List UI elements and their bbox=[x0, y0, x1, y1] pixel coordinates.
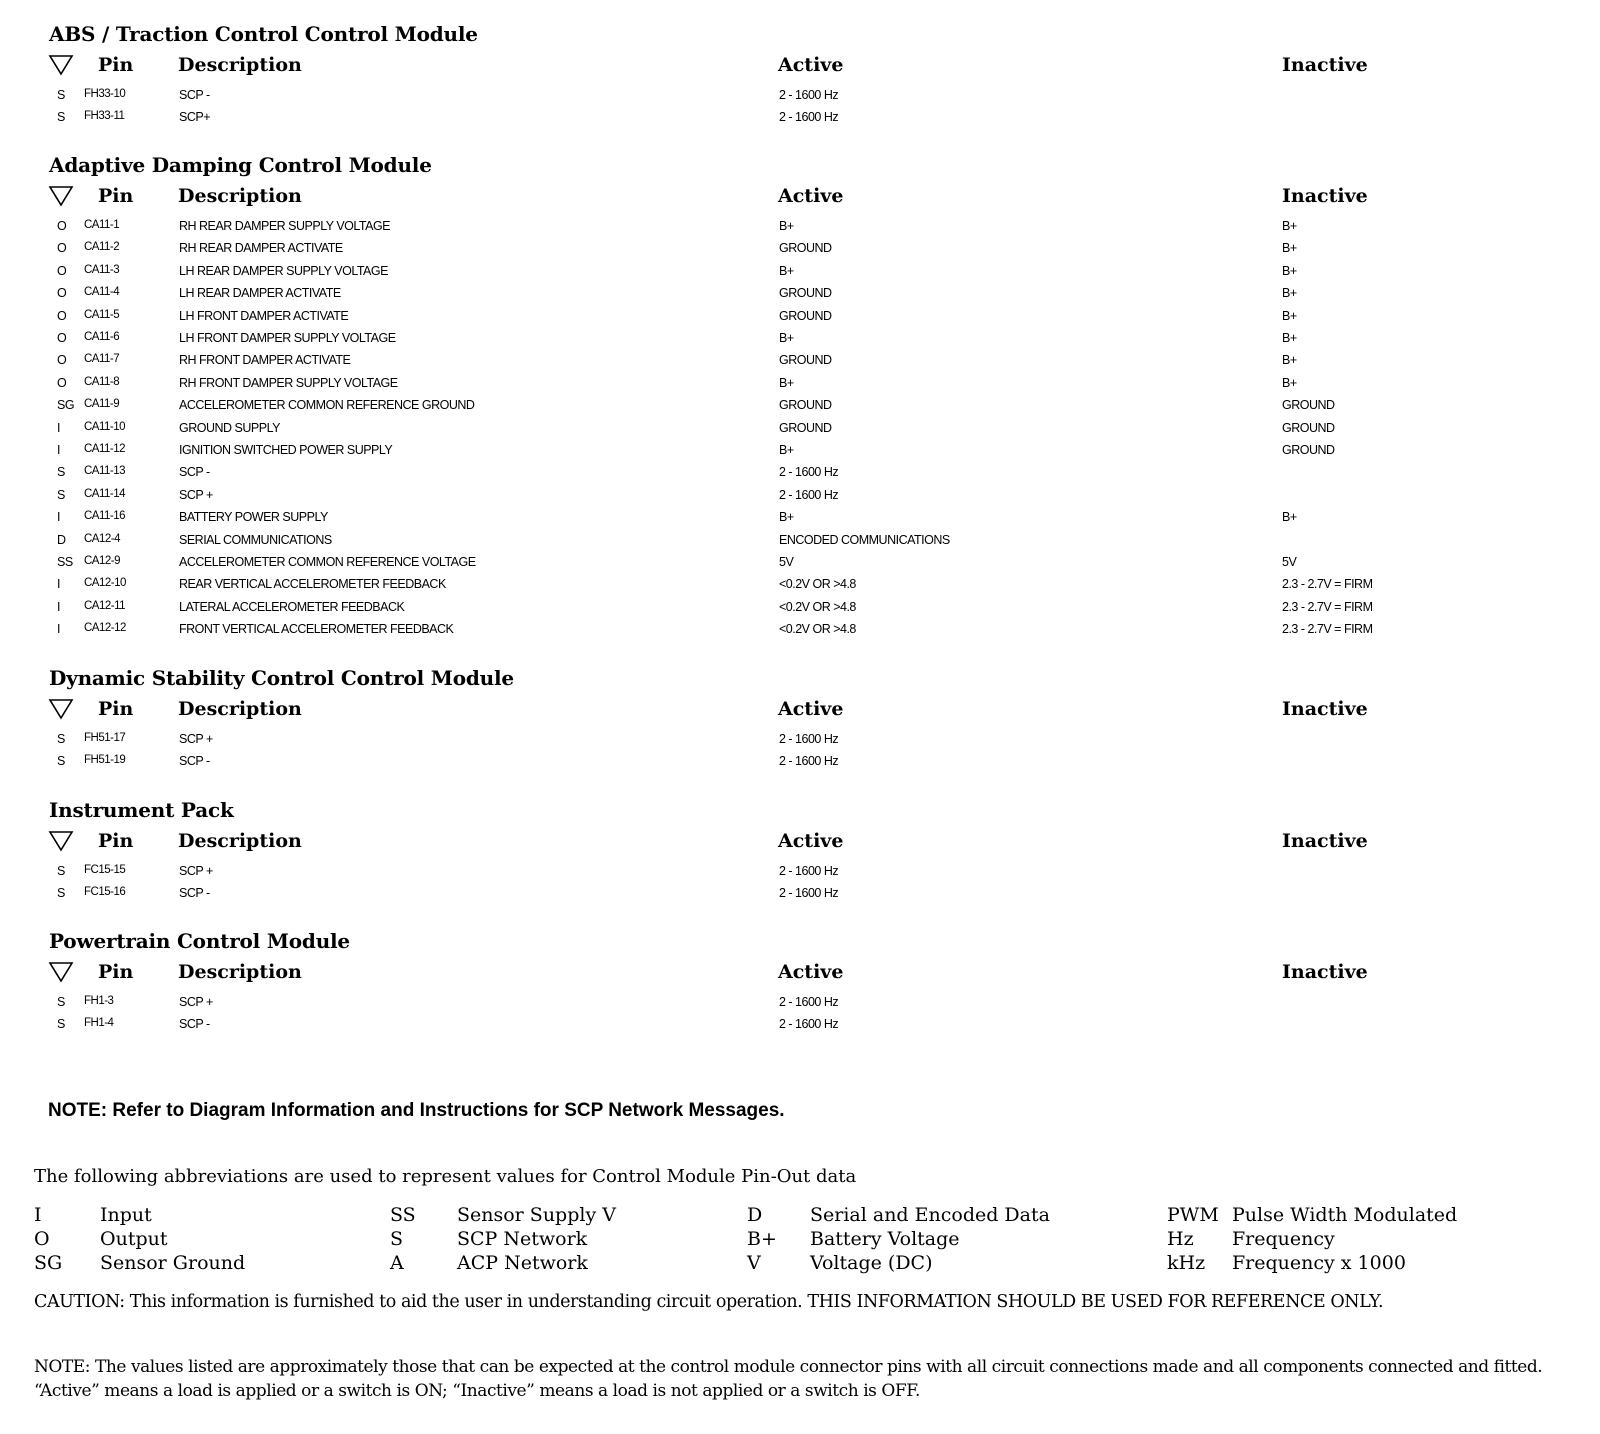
triangle-down-icon bbox=[48, 54, 74, 81]
pin-id: CA11-12 bbox=[84, 443, 126, 455]
active-value: B+ bbox=[779, 263, 794, 278]
inactive-value: 2.3 - 2.7V = FIRM bbox=[1282, 622, 1373, 637]
abbreviation-code: A bbox=[390, 1252, 404, 1274]
pin-type: S bbox=[57, 864, 65, 878]
abbreviation-meaning: Input bbox=[100, 1204, 152, 1226]
abbreviation-meaning: Serial and Encoded Data bbox=[810, 1204, 1050, 1226]
pin-row bbox=[0, 555, 1600, 577]
pin-row bbox=[0, 533, 1600, 555]
inactive-value: B+ bbox=[1282, 331, 1297, 345]
column-header-row bbox=[0, 54, 1600, 84]
inactive-value: GROUND bbox=[1282, 398, 1335, 413]
abbreviation-code: kHz bbox=[1167, 1252, 1206, 1274]
pin-type: I bbox=[57, 510, 60, 525]
pin-id: FH51-17 bbox=[84, 732, 126, 744]
pin-type: I bbox=[57, 443, 60, 457]
column-header-row bbox=[0, 830, 1600, 860]
caution-text: CAUTION: This information is furnished to aid the user in understanding circuit operation. THIS INFORMATION SHOULD BE USED FOR REFERENCE ONLY. bbox=[34, 1292, 1384, 1312]
active-value: B+ bbox=[779, 219, 794, 233]
pin-description: LH REAR DAMPER SUPPLY VOLTAGE bbox=[179, 263, 388, 278]
active-value: 2 - 1600 Hz bbox=[779, 886, 839, 901]
active-column-header: Active bbox=[778, 54, 844, 76]
abbreviation-code: I bbox=[34, 1204, 42, 1226]
inactive-value: B+ bbox=[1282, 308, 1297, 323]
abbreviation-code: D bbox=[747, 1204, 763, 1226]
pin-id: FC15-15 bbox=[84, 864, 126, 876]
pin-row bbox=[0, 110, 1600, 132]
abbreviation-meaning: Sensor Ground bbox=[100, 1252, 246, 1274]
pin-row bbox=[0, 732, 1600, 754]
pin-description: LH FRONT DAMPER SUPPLY VOLTAGE bbox=[179, 331, 396, 345]
inactive-value: 2.3 - 2.7V = FIRM bbox=[1282, 599, 1373, 614]
pin-description: SCP - bbox=[179, 1017, 210, 1032]
description-column-header: Description bbox=[178, 54, 302, 76]
active-value: 2 - 1600 Hz bbox=[779, 864, 839, 878]
pin-type: O bbox=[57, 219, 67, 233]
pin-id: CA12-11 bbox=[84, 599, 126, 612]
active-value: GROUND bbox=[779, 241, 832, 256]
triangle-down-icon bbox=[48, 961, 74, 988]
pin-column-header: Pin bbox=[98, 185, 134, 207]
active-value: B+ bbox=[779, 331, 794, 345]
pin-id: FH1-4 bbox=[84, 1017, 114, 1030]
abbreviation-meaning: Pulse Width Modulated bbox=[1232, 1204, 1458, 1226]
pin-id: CA11-7 bbox=[84, 353, 120, 366]
pin-id: CA11-3 bbox=[84, 263, 120, 276]
pin-description: SCP - bbox=[179, 465, 210, 480]
pin-type: O bbox=[57, 353, 67, 368]
active-value: GROUND bbox=[779, 308, 832, 323]
active-value: 2 - 1600 Hz bbox=[779, 732, 839, 746]
pin-description: SCP + bbox=[179, 732, 213, 746]
inactive-column-header: Inactive bbox=[1282, 185, 1368, 207]
active-value: GROUND bbox=[779, 398, 832, 413]
pin-row bbox=[0, 622, 1600, 644]
pin-type: S bbox=[57, 732, 65, 746]
pin-description: LATERAL ACCELEROMETER FEEDBACK bbox=[179, 599, 405, 614]
column-header-row bbox=[0, 698, 1600, 728]
pin-id: FH51-19 bbox=[84, 754, 126, 767]
pin-column-header: Pin bbox=[98, 54, 134, 76]
active-value: 2 - 1600 Hz bbox=[779, 110, 839, 125]
pin-description: FRONT VERTICAL ACCELEROMETER FEEDBACK bbox=[179, 622, 454, 637]
active-value: <0.2V OR >4.8 bbox=[779, 599, 856, 614]
pin-row bbox=[0, 88, 1600, 110]
pin-row bbox=[0, 995, 1600, 1017]
pin-column-header: Pin bbox=[98, 830, 134, 852]
pin-column-header: Pin bbox=[98, 698, 134, 720]
pin-description: SCP + bbox=[179, 864, 213, 878]
pin-description: SERIAL COMMUNICATIONS bbox=[179, 532, 332, 547]
active-value: ENCODED COMMUNICATIONS bbox=[779, 532, 950, 547]
inactive-value: B+ bbox=[1282, 353, 1297, 368]
active-value: 2 - 1600 Hz bbox=[779, 1017, 839, 1032]
pin-type: O bbox=[57, 375, 67, 390]
pin-type: O bbox=[57, 263, 67, 278]
pin-column-header: Pin bbox=[98, 961, 134, 983]
active-value: GROUND bbox=[779, 353, 832, 368]
pin-id: FH1-3 bbox=[84, 995, 114, 1007]
pin-description: GROUND SUPPLY bbox=[179, 420, 280, 435]
pin-type: I bbox=[57, 599, 60, 614]
pin-id: CA12-4 bbox=[84, 532, 120, 545]
pin-description: SCP - bbox=[179, 754, 210, 769]
pin-row bbox=[0, 577, 1600, 599]
pin-row bbox=[0, 510, 1600, 532]
pin-description: SCP+ bbox=[179, 110, 211, 125]
pin-id: CA11-4 bbox=[84, 286, 120, 299]
triangle-down-icon bbox=[48, 185, 74, 212]
active-value: <0.2V OR >4.8 bbox=[779, 622, 856, 637]
pin-id: CA11-16 bbox=[84, 510, 126, 523]
inactive-value: B+ bbox=[1282, 510, 1297, 525]
inactive-value: B+ bbox=[1282, 286, 1297, 301]
scp-network-note: NOTE: Refer to Diagram Information and Instructions for SCP Network Messages. bbox=[48, 1100, 785, 1121]
pin-type: I bbox=[57, 577, 60, 592]
module-title: Instrument Pack bbox=[49, 798, 234, 822]
pin-type: O bbox=[57, 241, 67, 256]
module-title: Dynamic Stability Control Control Module bbox=[49, 666, 514, 690]
inactive-value: 5V bbox=[1282, 555, 1297, 569]
pin-id: CA11-13 bbox=[84, 465, 126, 478]
pin-description: RH FRONT DAMPER SUPPLY VOLTAGE bbox=[179, 375, 398, 390]
pin-row bbox=[0, 309, 1600, 331]
pin-id: CA11-1 bbox=[84, 219, 120, 231]
pin-description: REAR VERTICAL ACCELEROMETER FEEDBACK bbox=[179, 577, 446, 592]
abbreviation-code: B+ bbox=[747, 1228, 777, 1250]
pin-row bbox=[0, 398, 1600, 420]
inactive-value: GROUND bbox=[1282, 443, 1335, 457]
inactive-column-header: Inactive bbox=[1282, 830, 1368, 852]
pin-type: O bbox=[57, 286, 67, 301]
description-column-header: Description bbox=[178, 698, 302, 720]
abbreviation-code: O bbox=[34, 1228, 50, 1250]
abbreviation-code: S bbox=[390, 1228, 404, 1250]
abbreviation-code: V bbox=[747, 1252, 761, 1274]
abbreviation-meaning: SCP Network bbox=[457, 1228, 588, 1250]
abbreviation-code: PWM bbox=[1167, 1204, 1219, 1226]
pin-description: ACCELEROMETER COMMON REFERENCE GROUND bbox=[179, 398, 475, 413]
active-value: B+ bbox=[779, 443, 794, 457]
pin-description: LH FRONT DAMPER ACTIVATE bbox=[179, 308, 349, 323]
inactive-value: B+ bbox=[1282, 219, 1297, 233]
active-value: GROUND bbox=[779, 286, 832, 301]
pin-row bbox=[0, 886, 1600, 908]
abbreviation-meaning: ACP Network bbox=[457, 1252, 588, 1274]
description-column-header: Description bbox=[178, 830, 302, 852]
pin-type: S bbox=[57, 88, 65, 102]
pin-row bbox=[0, 376, 1600, 398]
active-value: 2 - 1600 Hz bbox=[779, 995, 839, 1009]
description-column-header: Description bbox=[178, 185, 302, 207]
pin-description: IGNITION SWITCHED POWER SUPPLY bbox=[179, 443, 393, 457]
column-header-row bbox=[0, 961, 1600, 991]
pin-type: S bbox=[57, 886, 65, 901]
pin-row bbox=[0, 864, 1600, 886]
inactive-value: B+ bbox=[1282, 263, 1297, 278]
pin-description: SCP + bbox=[179, 487, 213, 502]
pin-id: FH33-11 bbox=[84, 110, 125, 123]
abbreviation-meaning: Frequency x 1000 bbox=[1232, 1252, 1406, 1274]
triangle-down-icon bbox=[48, 698, 74, 725]
pin-row bbox=[0, 241, 1600, 263]
module-title: Powertrain Control Module bbox=[49, 929, 350, 953]
active-value: 2 - 1600 Hz bbox=[779, 465, 839, 480]
abbreviation-code: SS bbox=[390, 1204, 416, 1226]
pin-row bbox=[0, 1017, 1600, 1039]
pin-description: RH REAR DAMPER ACTIVATE bbox=[179, 241, 343, 256]
pin-row bbox=[0, 421, 1600, 443]
active-value: GROUND bbox=[779, 420, 832, 435]
module-title: ABS / Traction Control Control Module bbox=[49, 22, 478, 46]
pin-description: BATTERY POWER SUPPLY bbox=[179, 510, 328, 525]
inactive-column-header: Inactive bbox=[1282, 54, 1368, 76]
pin-id: CA11-5 bbox=[84, 308, 120, 321]
pin-id: CA11-10 bbox=[84, 420, 126, 433]
pin-id: CA11-6 bbox=[84, 331, 120, 343]
abbreviation-meaning: Output bbox=[100, 1228, 168, 1250]
description-column-header: Description bbox=[178, 961, 302, 983]
abbreviation-meaning: Sensor Supply V bbox=[457, 1204, 616, 1226]
pin-type: S bbox=[57, 110, 65, 125]
pin-row bbox=[0, 286, 1600, 308]
active-value: B+ bbox=[779, 510, 794, 525]
pin-row bbox=[0, 465, 1600, 487]
pin-type: SG bbox=[57, 398, 75, 413]
pin-id: CA11-2 bbox=[84, 241, 120, 254]
pin-description: SCP - bbox=[179, 886, 210, 901]
pin-description: SCP - bbox=[179, 88, 210, 102]
pin-description: RH REAR DAMPER SUPPLY VOLTAGE bbox=[179, 219, 391, 233]
pin-type: S bbox=[57, 754, 65, 769]
pin-type: I bbox=[57, 420, 60, 435]
pin-type: S bbox=[57, 1017, 65, 1032]
inactive-value: GROUND bbox=[1282, 420, 1335, 435]
pin-row bbox=[0, 331, 1600, 353]
inactive-column-header: Inactive bbox=[1282, 698, 1368, 720]
pin-row bbox=[0, 754, 1600, 776]
pin-type: S bbox=[57, 465, 65, 480]
abbreviation-meaning: Voltage (DC) bbox=[810, 1252, 933, 1274]
active-value: 2 - 1600 Hz bbox=[779, 487, 839, 502]
pin-type: S bbox=[57, 995, 65, 1009]
pin-row bbox=[0, 600, 1600, 622]
inactive-column-header: Inactive bbox=[1282, 961, 1368, 983]
active-column-header: Active bbox=[778, 961, 844, 983]
abbreviation-code: SG bbox=[34, 1252, 63, 1274]
active-value: <0.2V OR >4.8 bbox=[779, 577, 856, 592]
active-value: 2 - 1600 Hz bbox=[779, 88, 839, 102]
pin-type: D bbox=[57, 532, 66, 547]
pin-row bbox=[0, 219, 1600, 241]
pin-type: S bbox=[57, 487, 65, 502]
pin-description: ACCELEROMETER COMMON REFERENCE VOLTAGE bbox=[179, 555, 476, 569]
abbreviation-meaning: Frequency bbox=[1232, 1228, 1335, 1250]
pin-description: RH FRONT DAMPER ACTIVATE bbox=[179, 353, 351, 368]
active-value: B+ bbox=[779, 375, 794, 390]
abbreviation-meaning: Battery Voltage bbox=[810, 1228, 960, 1250]
pin-id: CA12-9 bbox=[84, 555, 120, 567]
pin-type: O bbox=[57, 331, 67, 345]
abbreviation-code: Hz bbox=[1167, 1228, 1194, 1250]
pin-id: CA11-8 bbox=[84, 375, 120, 388]
pin-id: CA12-12 bbox=[84, 622, 126, 635]
pin-type: O bbox=[57, 308, 67, 323]
triangle-down-icon bbox=[48, 830, 74, 857]
pin-id: FC15-16 bbox=[84, 886, 126, 899]
active-column-header: Active bbox=[778, 698, 844, 720]
pin-type: I bbox=[57, 622, 60, 637]
active-column-header: Active bbox=[778, 830, 844, 852]
pin-description: SCP + bbox=[179, 995, 213, 1009]
column-header-row bbox=[0, 185, 1600, 215]
pin-type: SS bbox=[57, 555, 73, 569]
inactive-value: B+ bbox=[1282, 241, 1297, 256]
active-value: 2 - 1600 Hz bbox=[779, 754, 839, 769]
pin-description: LH REAR DAMPER ACTIVATE bbox=[179, 286, 341, 301]
pin-row bbox=[0, 353, 1600, 375]
active-column-header: Active bbox=[778, 185, 844, 207]
pin-id: CA11-9 bbox=[84, 398, 120, 411]
inactive-value: B+ bbox=[1282, 375, 1297, 390]
pin-row bbox=[0, 264, 1600, 286]
active-value: 5V bbox=[779, 555, 794, 569]
pin-row bbox=[0, 443, 1600, 465]
pin-row bbox=[0, 488, 1600, 510]
values-note: NOTE: The values listed are approximately those that can be expected at the control module connector pins with all circuit connections made and all components connected and fitted. “Active” means a load is applied or a switch is ON; “Inactive” means a load is not applied or a switch is OFF. bbox=[34, 1357, 1543, 1401]
pin-id: CA12-10 bbox=[84, 577, 126, 590]
abbreviations-intro: The following abbreviations are used to represent values for Control Module Pin-Out data bbox=[34, 1166, 857, 1187]
pin-id: FH33-10 bbox=[84, 88, 126, 100]
inactive-value: 2.3 - 2.7V = FIRM bbox=[1282, 577, 1373, 592]
module-title: Adaptive Damping Control Module bbox=[49, 153, 432, 177]
pin-id: CA11-14 bbox=[84, 487, 126, 500]
